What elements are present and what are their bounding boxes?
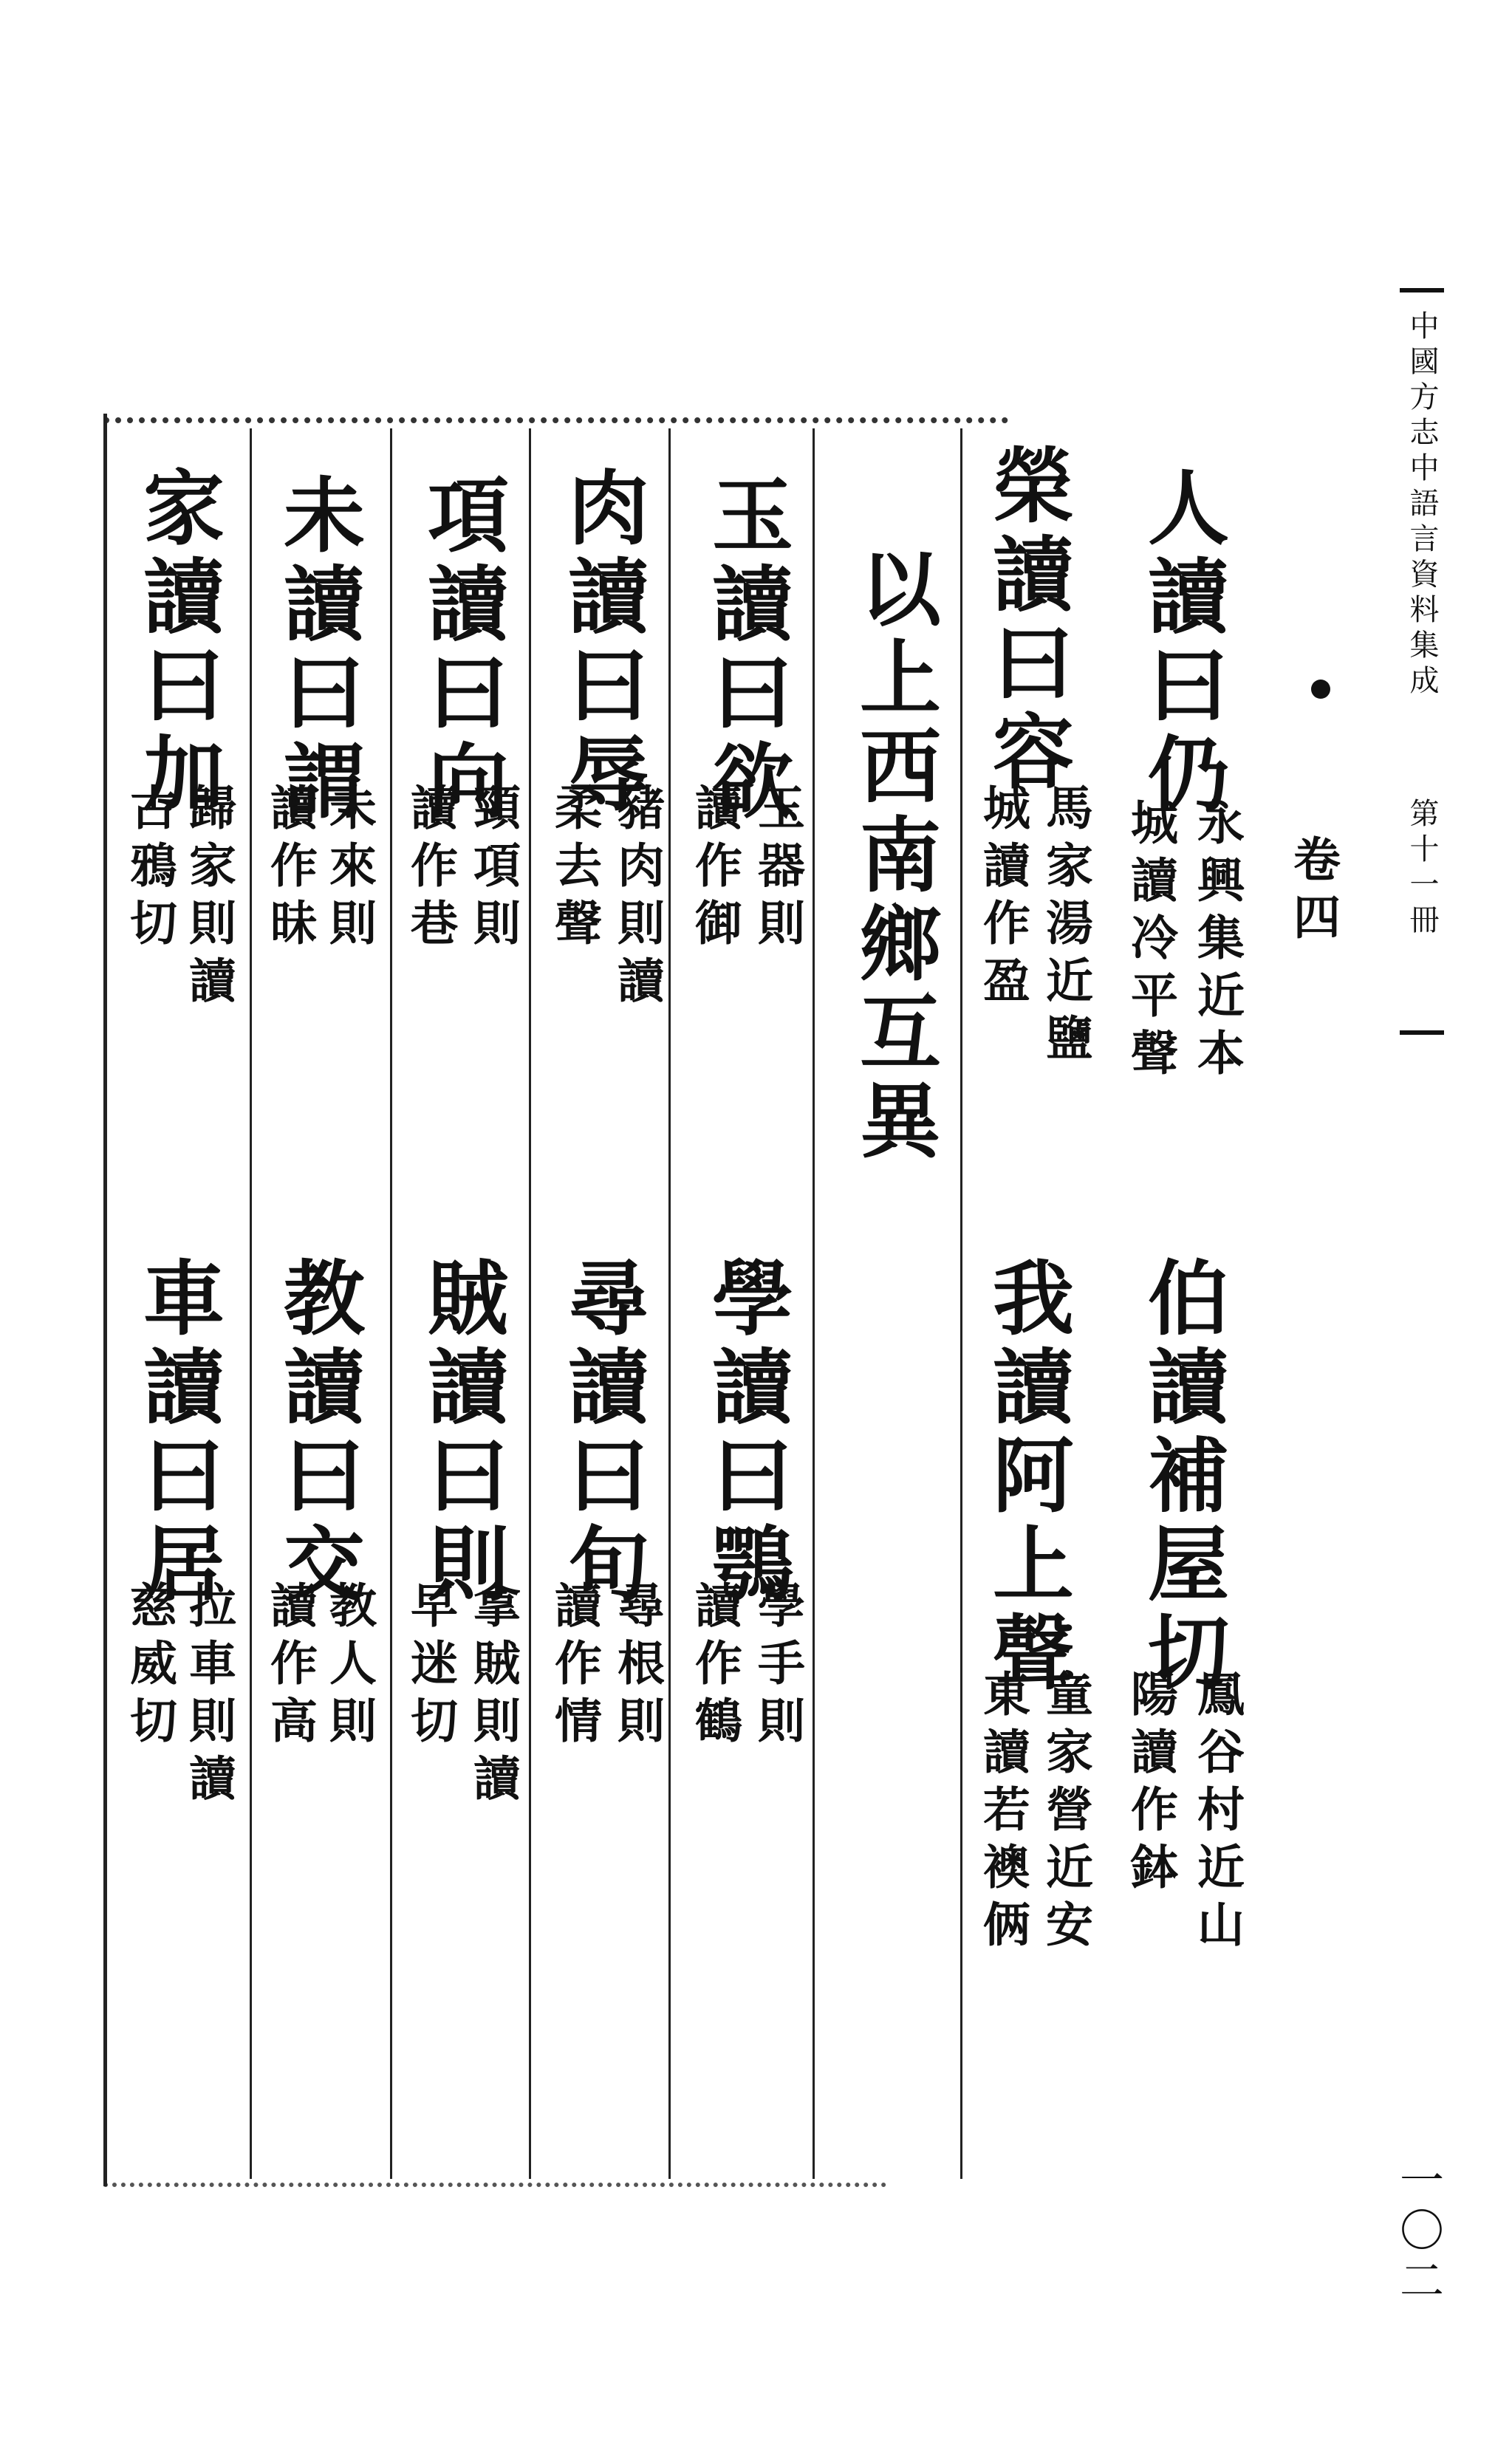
entry-main-text: 玉讀曰欲 xyxy=(699,473,794,827)
entry-main-text: 項讀曰向 xyxy=(414,473,510,827)
left-border-line xyxy=(103,414,107,2186)
entry-note-text: 玉器則 xyxy=(750,783,805,956)
header-rule-bottom xyxy=(1400,1030,1444,1035)
entry-note-text: 鳳谷村近山 xyxy=(1189,1669,1245,1957)
entry-main-text: 賊讀曰則 xyxy=(414,1256,510,1610)
entry-main-text: 教讀曰交 xyxy=(270,1256,366,1610)
section-summary: 以上西南鄉互異 xyxy=(846,547,942,1167)
entry-main-text: 我讀阿上聲 xyxy=(979,1256,1075,1699)
entry-note-text: 未來則 xyxy=(321,783,377,956)
entry-note-text: 馬家湯近鹽 xyxy=(1038,783,1093,1071)
entry-note-text: 慈威切 xyxy=(122,1581,177,1753)
entry-note-text: 讀作巷 xyxy=(403,783,458,956)
column-divider xyxy=(250,428,252,2179)
entry-note-text: 古鴉切 xyxy=(122,783,177,956)
column-divider xyxy=(390,428,392,2179)
fragment-text: 卷四 xyxy=(1285,835,1341,950)
ink-dot xyxy=(1311,680,1330,699)
entry-note-text: 城讀作盈 xyxy=(975,783,1030,1013)
entry-note-text: 東讀若襖俩 xyxy=(975,1669,1030,1957)
bottom-border xyxy=(103,2183,886,2187)
volume-label: 第十一冊 xyxy=(1405,798,1439,940)
entry-note-text: 早迷切 xyxy=(403,1581,458,1753)
entry-note-text: 歸家則讀 xyxy=(181,783,236,1013)
entry-note-text: 拉車則讀 xyxy=(181,1581,236,1811)
top-border xyxy=(103,417,1008,423)
entry-main-text: 尋讀曰旬 xyxy=(555,1256,650,1610)
entry-note-text: 讀作御 xyxy=(687,783,742,956)
entry-note-text: 永興集近本 xyxy=(1189,798,1245,1086)
column-divider xyxy=(813,428,815,2179)
entry-main-text: 家讀曰加 xyxy=(130,465,225,820)
entry-main-text: 車讀曰居 xyxy=(130,1256,225,1610)
entry-note-text: 讀作高 xyxy=(262,1581,318,1753)
entry-note-text: 城讀冷平聲 xyxy=(1123,798,1178,1086)
entry-main-text: 未讀曰謂 xyxy=(270,473,366,827)
entry-note-text: 讀作情 xyxy=(547,1581,602,1753)
entry-note-text: 尋根則 xyxy=(609,1581,665,1753)
entry-note-text: 讀作鶴 xyxy=(687,1581,742,1753)
column-divider xyxy=(529,428,531,2179)
entry-main-text: 學讀曰鶚 xyxy=(699,1256,794,1610)
entry-main-text: 伯讀補屋切 xyxy=(1135,1256,1230,1699)
header-rule-top xyxy=(1400,288,1444,292)
page-number: 一〇二 xyxy=(1392,2157,1444,2307)
entry-note-text: 豬肉則讀 xyxy=(609,783,665,1013)
entry-note-text: 陽讀作鉢 xyxy=(1123,1669,1178,1900)
entry-note-text: 學手則 xyxy=(750,1581,805,1753)
entry-main-text: 人讀曰仍 xyxy=(1135,465,1230,820)
entry-note-text: 頸項則 xyxy=(465,783,521,956)
series-title: 中國方志中語言資料集成 xyxy=(1405,310,1439,700)
column-divider xyxy=(960,428,962,2179)
entry-note-text: 柔去聲 xyxy=(547,783,602,956)
entry-main-text: 榮讀曰容 xyxy=(979,443,1075,798)
entry-note-text: 拿賊則讀 xyxy=(465,1581,521,1811)
column-divider xyxy=(668,428,671,2179)
entry-main-text: 肉讀曰辱 xyxy=(555,465,650,820)
entry-note-text: 讀作昧 xyxy=(262,783,318,956)
entry-note-text: 童家營近安 xyxy=(1038,1669,1093,1957)
entry-note-text: 教人則 xyxy=(321,1581,377,1753)
